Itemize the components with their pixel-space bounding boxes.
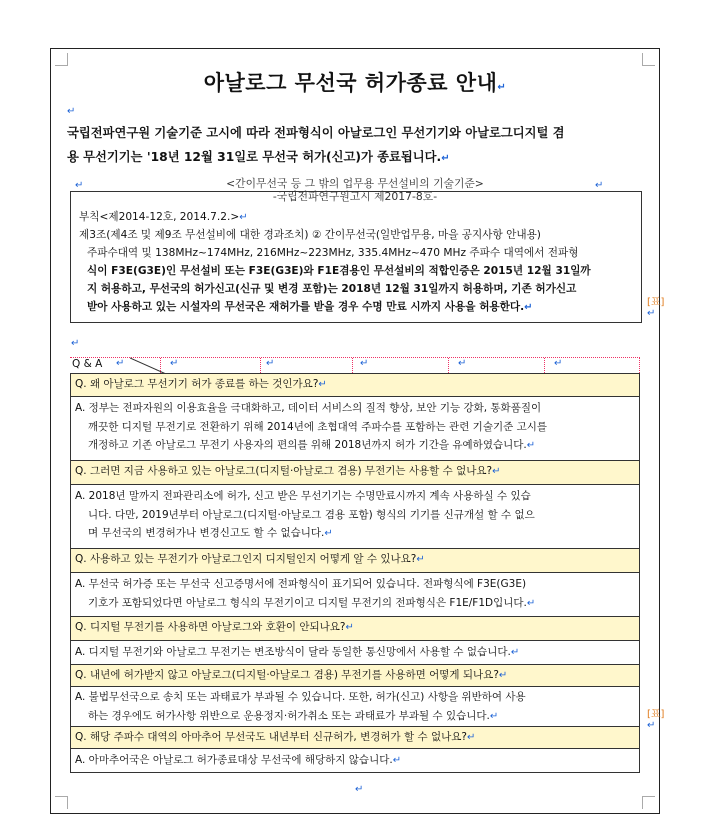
answer-row[interactable] [70, 687, 640, 727]
dotted-column-line [544, 358, 545, 373]
answer-row[interactable] [70, 641, 640, 665]
qa-header-label: Q & A [72, 358, 103, 370]
law-line: 주파수대역 및 138MHz~174MHz, 216MHz~223MHz, 335.4MHz~470 MHz 주파수 대역에서 전파형 [87, 247, 579, 259]
table-marker-label: [표] [647, 297, 665, 308]
paragraph-mark-icon: ↵ [116, 358, 125, 369]
question-row[interactable] [70, 549, 640, 573]
paragraph-mark-icon: ↵ [67, 106, 76, 117]
question-row[interactable] [70, 665, 640, 687]
law-line: 지 허용하고, 무선국의 허가신고(신규 및 변경 포함)는 2018년 12월 31일까지 허용하며, 기존 허가신고 [87, 283, 577, 295]
corner-mark [642, 796, 655, 809]
paragraph-mark-icon: ↵ [75, 180, 84, 191]
law-heading-line: <간이무선국 등 그 밖의 업무용 무선설비의 기술기준> [226, 177, 484, 190]
paragraph-mark-icon: ↵ [345, 622, 354, 633]
paragraph-mark-icon: ↵ [554, 358, 563, 369]
intro-line: 국립전파연구원 기술기준 고시에 따라 전파형식이 아날로그인 무선기기와 아날로그디지털 겸 [67, 126, 565, 140]
dotted-column-line [639, 358, 640, 373]
paragraph-mark-icon: ↵ [416, 554, 425, 565]
question-row[interactable] [70, 373, 640, 397]
corner-mark [642, 53, 655, 66]
question-text: Q. 왜 아날로그 무선기기 허가 종료를 하는 것인가요? [75, 378, 319, 390]
answer-line: A. 아마추어국은 아날로그 허가종료대상 무선국에 해당하지 않습니다. [75, 754, 393, 766]
dotted-column-line [448, 358, 449, 373]
question-text: Q. 사용하고 있는 무전기가 아날로그인지 디지털인지 어떻게 알 수 있나요? [75, 553, 417, 565]
law-line: 식이 F3E(G3E)인 무선설비 또는 F3E(G3E)와 F1E겸용인 무선설비의 적합인증은 2015년 12월 31일까 [87, 265, 591, 277]
law-excerpt-box[interactable] [70, 191, 642, 323]
dotted-column-line [260, 358, 261, 373]
question-row[interactable] [70, 617, 640, 641]
paragraph-mark-icon: ↵ [489, 710, 499, 722]
document-page [50, 48, 665, 814]
table-marker-label: [표] [647, 709, 665, 720]
law-line: 받아 사용하고 있는 시설자의 무선국은 재허가를 받을 경우 수명 만료 시까지 사용을 허용한다. [87, 301, 525, 313]
corner-mark [55, 53, 68, 66]
question-row[interactable] [70, 727, 640, 749]
question-text: Q. 디지털 무전기를 사용하면 아날로그와 호환이 안되나요? [75, 621, 346, 633]
question-text: Q. 내년에 허가받지 않고 아날로그(디지털·아날로그 겸용) 무전기를 사용하면 어떻게 되나요? [75, 669, 499, 681]
question-row[interactable] [70, 461, 640, 485]
intro-line: 용 무선기기는 '18년 12월 31일로 무선국 허가(신고)가 종료됩니다. [67, 150, 442, 164]
paragraph-mark-icon: ↵ [526, 440, 536, 451]
paragraph-mark-icon: ↵ [466, 732, 476, 743]
paragraph-mark-icon: ↵ [510, 647, 520, 658]
document-title[interactable] [51, 67, 659, 97]
paragraph-mark-icon: ↵ [392, 755, 402, 766]
answer-line: A. 디지털 무전기와 아날로그 무전기는 변조방식이 달라 동일한 통신망에서 사용할 수 없습니다. [75, 646, 511, 658]
paragraph-mark-icon: ↵ [492, 466, 501, 477]
paragraph-mark-icon: ↵ [595, 180, 604, 191]
header-slant-line [130, 356, 170, 374]
answer-line: 하는 경우에도 허가사항 위반으로 운용정지·허가취소 또는 과태료가 부과될 수 있습니다. [88, 709, 490, 722]
answer-line: 개정하고 기존 아날로그 무전기 사용자의 편의를 위해 2018년까지 허가 기간을 유예하였습니다. [88, 439, 527, 451]
answer-row[interactable] [70, 397, 640, 461]
table-side-marker[interactable] [647, 705, 664, 731]
intro-paragraph[interactable] [67, 121, 647, 169]
answer-line: A. 무선국 허가증 또는 무선국 신고증명서에 전파형식이 표기되어 있습니다. 전파형식에 F3E(G3E) [75, 578, 527, 590]
paragraph-mark-icon: ↵ [318, 379, 327, 390]
answer-row[interactable] [70, 485, 640, 549]
table-side-marker[interactable] [647, 293, 664, 319]
dotted-column-line [160, 358, 161, 373]
answer-row[interactable] [70, 749, 640, 773]
paragraph-mark-icon: ↵ [647, 308, 656, 319]
dotted-column-line [352, 358, 353, 373]
law-line: 부칙<제2014-12호, 2014.7.2.> [79, 211, 240, 223]
paragraph-mark-icon: ↵ [71, 338, 80, 349]
law-line: 제3조(제4조 및 제9조 무선설비에 대한 경과조치) ② 간이무선국(일반업무용, 마을 공지사항 안내용) [79, 229, 541, 241]
paragraph-mark-icon: ↵ [355, 784, 364, 795]
law-heading-line: -국립전파연구원고시 제2017-8호- [272, 190, 438, 203]
answer-line: A. 정부는 전파자원의 이용효율을 극대화하고, 데이터 서비스의 질적 향상, 보안 기능 강화, 통화품질이 [75, 402, 542, 414]
paragraph-mark-icon: ↵ [170, 358, 179, 369]
paragraph-mark-icon: ↵ [498, 670, 508, 681]
answer-row[interactable] [70, 573, 640, 617]
answer-line: 니다. 다만, 2019년부터 아날로그(디지털·아날로그 겸용 포함) 형식의 기기를 신규개설 할 수 없으 [88, 508, 535, 521]
corner-mark [55, 796, 68, 809]
answer-line: 깨끗한 디지털 무전기로 전환하기 위해 2014년에 초협대역 주파수를 포함하는 관련 기술기준 고시를 [88, 420, 548, 433]
answer-line: A. 2018년 말까지 전파관리소에 허가, 신고 받은 무선기기는 수명만료시까지 계속 사용하실 수 있습 [75, 490, 531, 502]
answer-line: A. 불법무선국으로 송치 또는 과태료가 부과될 수 있습니다. 또한, 허가(신고) 사항을 위반하여 사용 [75, 691, 526, 703]
paragraph-mark-icon: ↵ [497, 82, 507, 93]
paragraph-mark-icon: ↵ [324, 528, 333, 539]
paragraph-mark-icon: ↵ [458, 358, 467, 369]
paragraph-mark-icon: ↵ [441, 153, 450, 164]
paragraph-mark-icon: ↵ [360, 358, 369, 369]
title-text: 아날로그 무선국 허가종료 안내 [203, 71, 498, 95]
paragraph-mark-icon: ↵ [526, 597, 536, 609]
qa-header-row [70, 357, 640, 373]
question-text: Q. 해당 주파수 대역의 아마추어 무선국도 내년부터 신규허가, 변경허가 할 수 없나요? [75, 731, 467, 743]
answer-line: 기호가 포함되었다면 아날로그 형식의 무전기이고 디지털 무전기의 전파형식은 F1E/F1D입니다. [88, 596, 527, 609]
paragraph-mark-icon: ↵ [524, 302, 533, 313]
paragraph-mark-icon: ↵ [239, 212, 248, 223]
paragraph-mark-icon: ↵ [266, 358, 275, 369]
question-text: Q. 그러면 지금 사용하고 있는 아날로그(디지털·아날로그 겸용) 무전기는 사용할 수 없나요? [75, 465, 493, 477]
answer-line: 며 무선국의 변경허가나 변경신고도 할 수 없습니다. [88, 527, 325, 539]
paragraph-mark-icon: ↵ [647, 720, 656, 731]
